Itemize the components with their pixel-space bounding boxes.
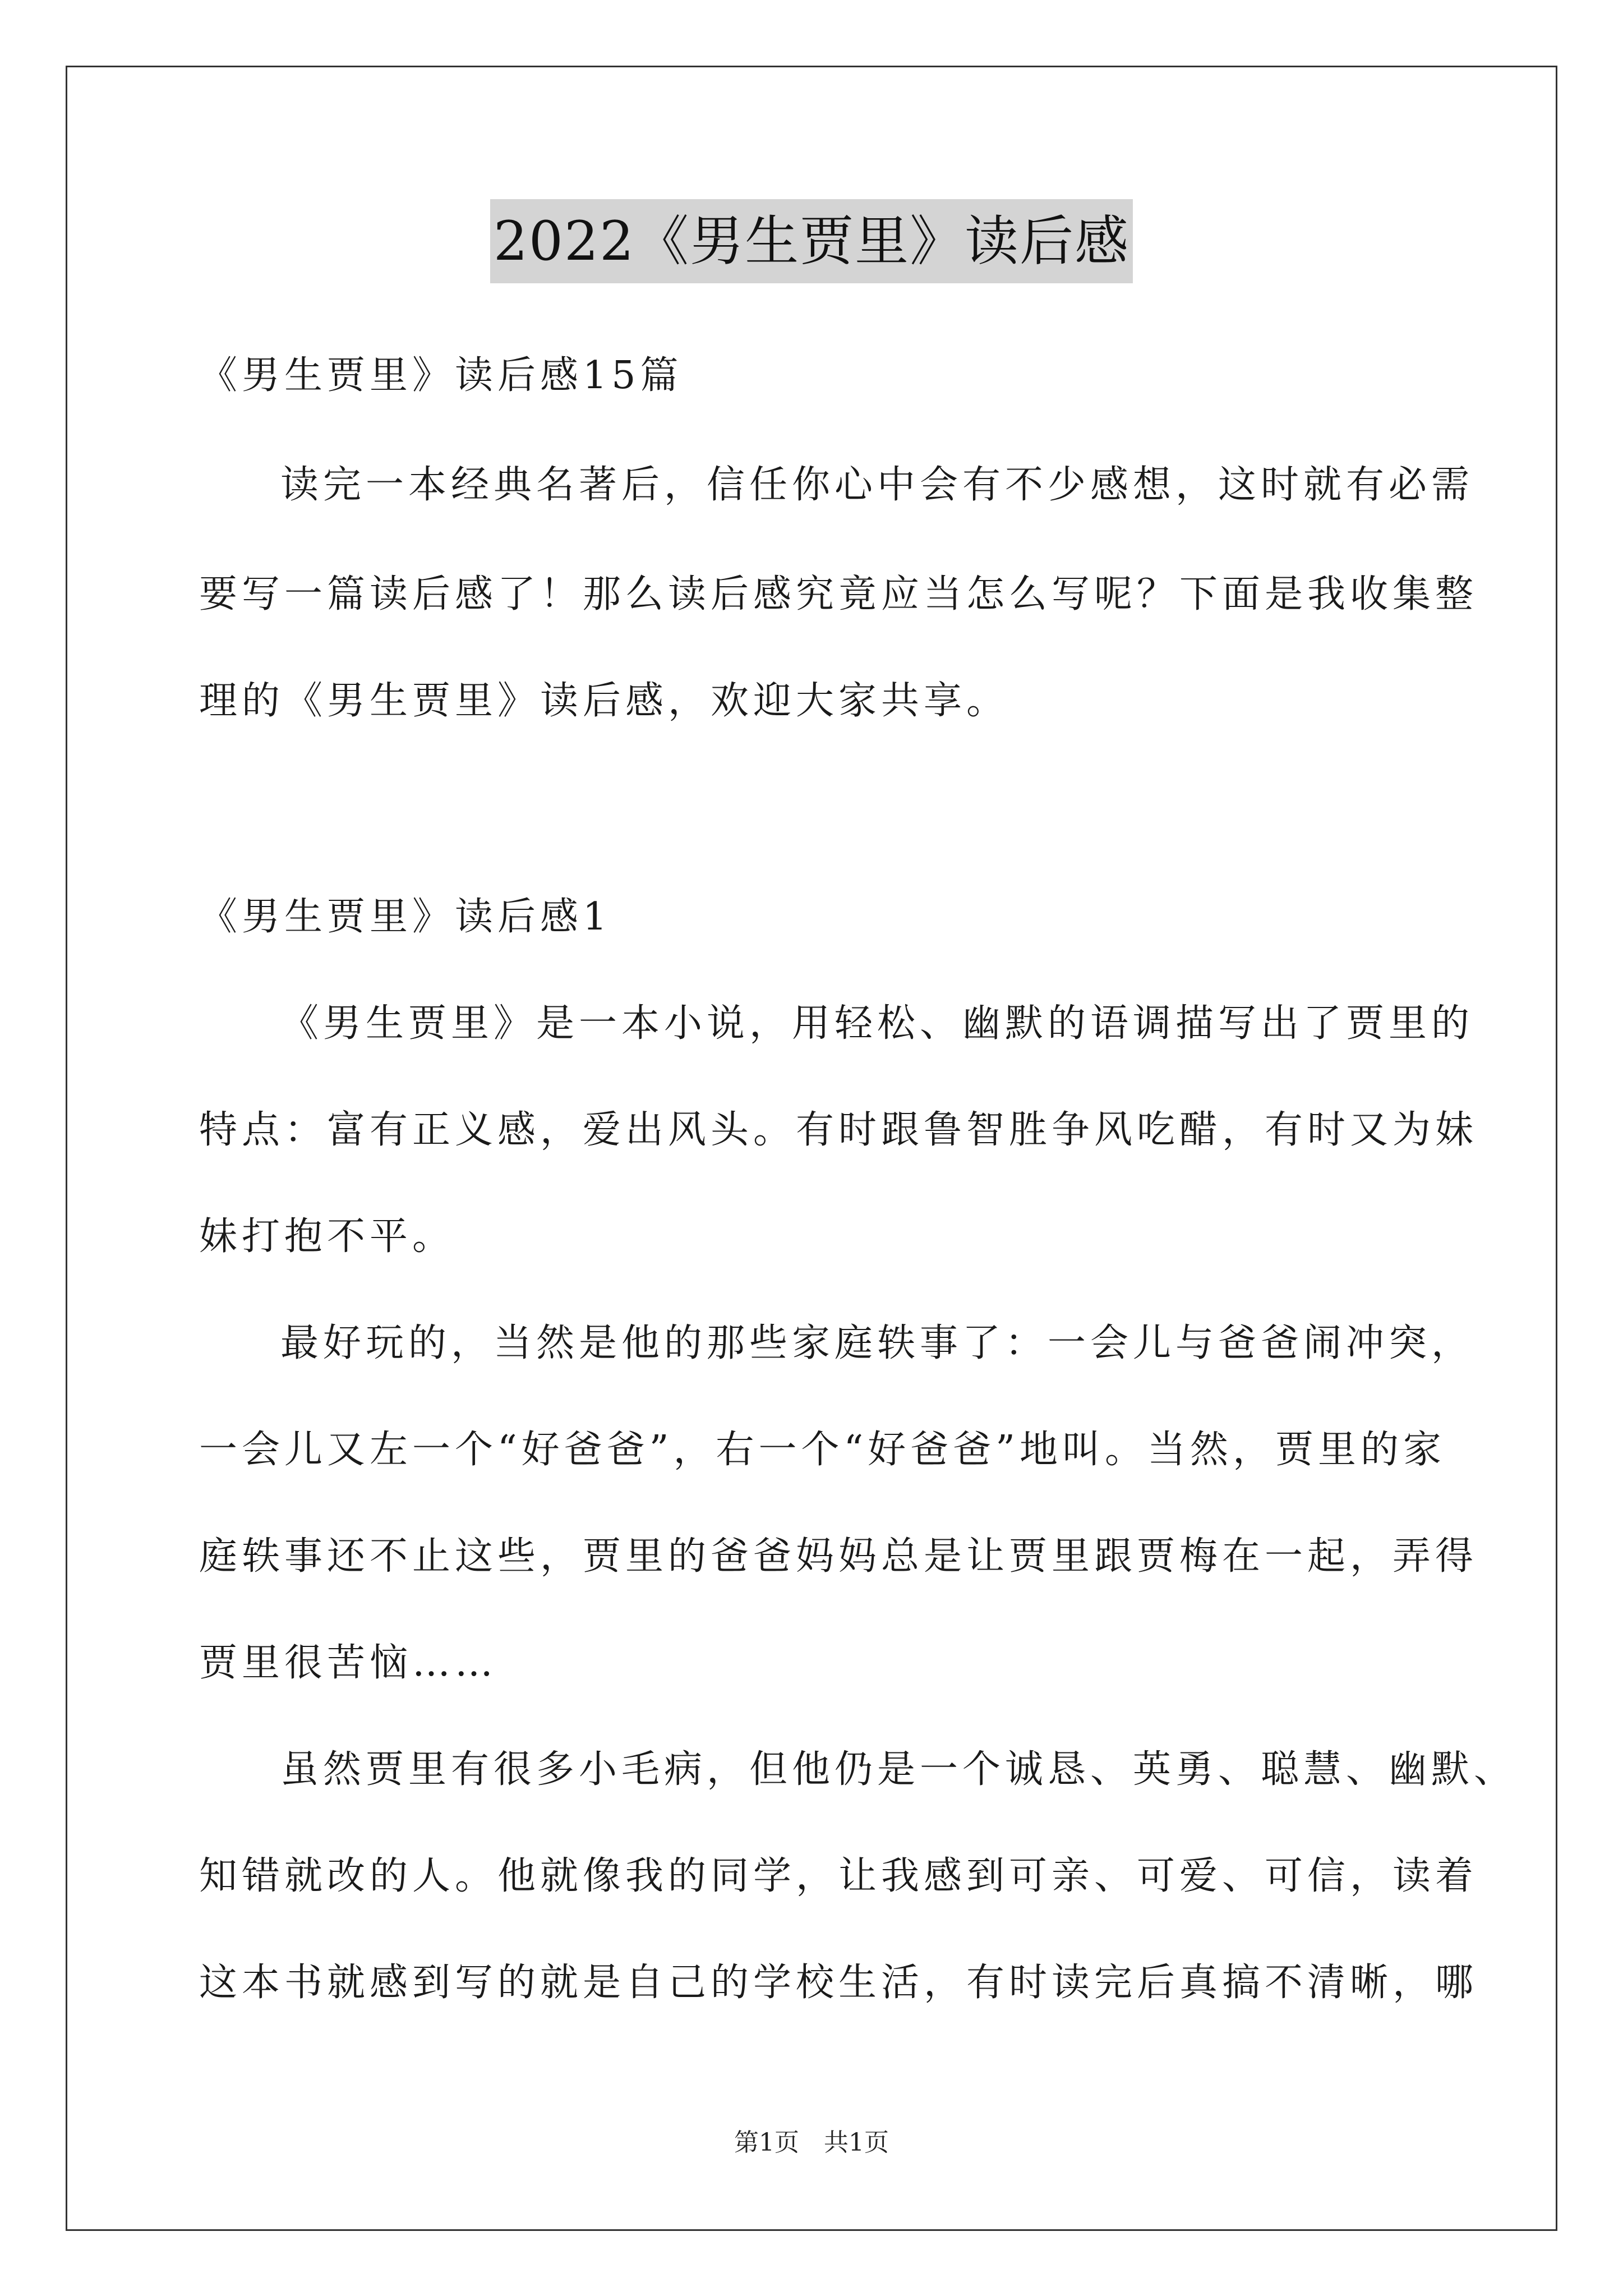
subtitle: 《男生贾里》读后感15篇 <box>199 353 683 398</box>
intro-line-1: 读完一本经典名著后，信任你心中会有不少感想，这时就有必需 <box>280 463 1474 507</box>
section-heading: 《男生贾里》读后感1 <box>199 895 612 939</box>
title-wrap <box>0 199 1623 283</box>
para2-line-3: 庭轶事还不止这些，贾里的爸爸妈妈总是让贾里跟贾梅在一起，弄得 <box>199 1534 1478 1579</box>
para1-line-3: 妹打抱不平。 <box>199 1214 455 1259</box>
para1-line-2: 特点：富有正义感，爱出风头。有时跟鲁智胜争风吃醋，有时又为妹 <box>199 1108 1478 1152</box>
intro-line-2: 要写一篇读后感了！那么读后感究竟应当怎么写呢？下面是我收集整 <box>199 572 1478 616</box>
para2-line-1: 最好玩的，当然是他的那些家庭轶事了：一会儿与爸爸闹冲突， <box>280 1321 1474 1365</box>
para2-line-4: 贾里很苦恼…… <box>199 1641 498 1685</box>
page-number-footer: 第1页 共1页 <box>734 2128 889 2157</box>
intro-line-3: 理的《男生贾里》读后感，欢迎大家共享。 <box>199 679 1009 723</box>
para2-line-2: 一会儿又左一个“好爸爸”，右一个“好爸爸”地叫。当然，贾里的家 <box>199 1428 1446 1472</box>
para3-line-2: 知错就改的人。他就像我的同学，让我感到可亲、可爱、可信，读着 <box>199 1854 1478 1898</box>
para3-line-1: 虽然贾里有很多小毛病，但他仍是一个诚恳、英勇、聪慧、幽默、 <box>280 1747 1517 1792</box>
para3-line-3: 这本书就感到写的就是自己的学校生活，有时读完后真搞不清晰，哪 <box>199 1961 1478 2005</box>
para1-line-1: 《男生贾里》是一本小说，用轻松、幽默的语调描写出了贾里的 <box>280 1001 1474 1046</box>
page-title: 2022《男生贾里》读后感 <box>490 199 1133 283</box>
